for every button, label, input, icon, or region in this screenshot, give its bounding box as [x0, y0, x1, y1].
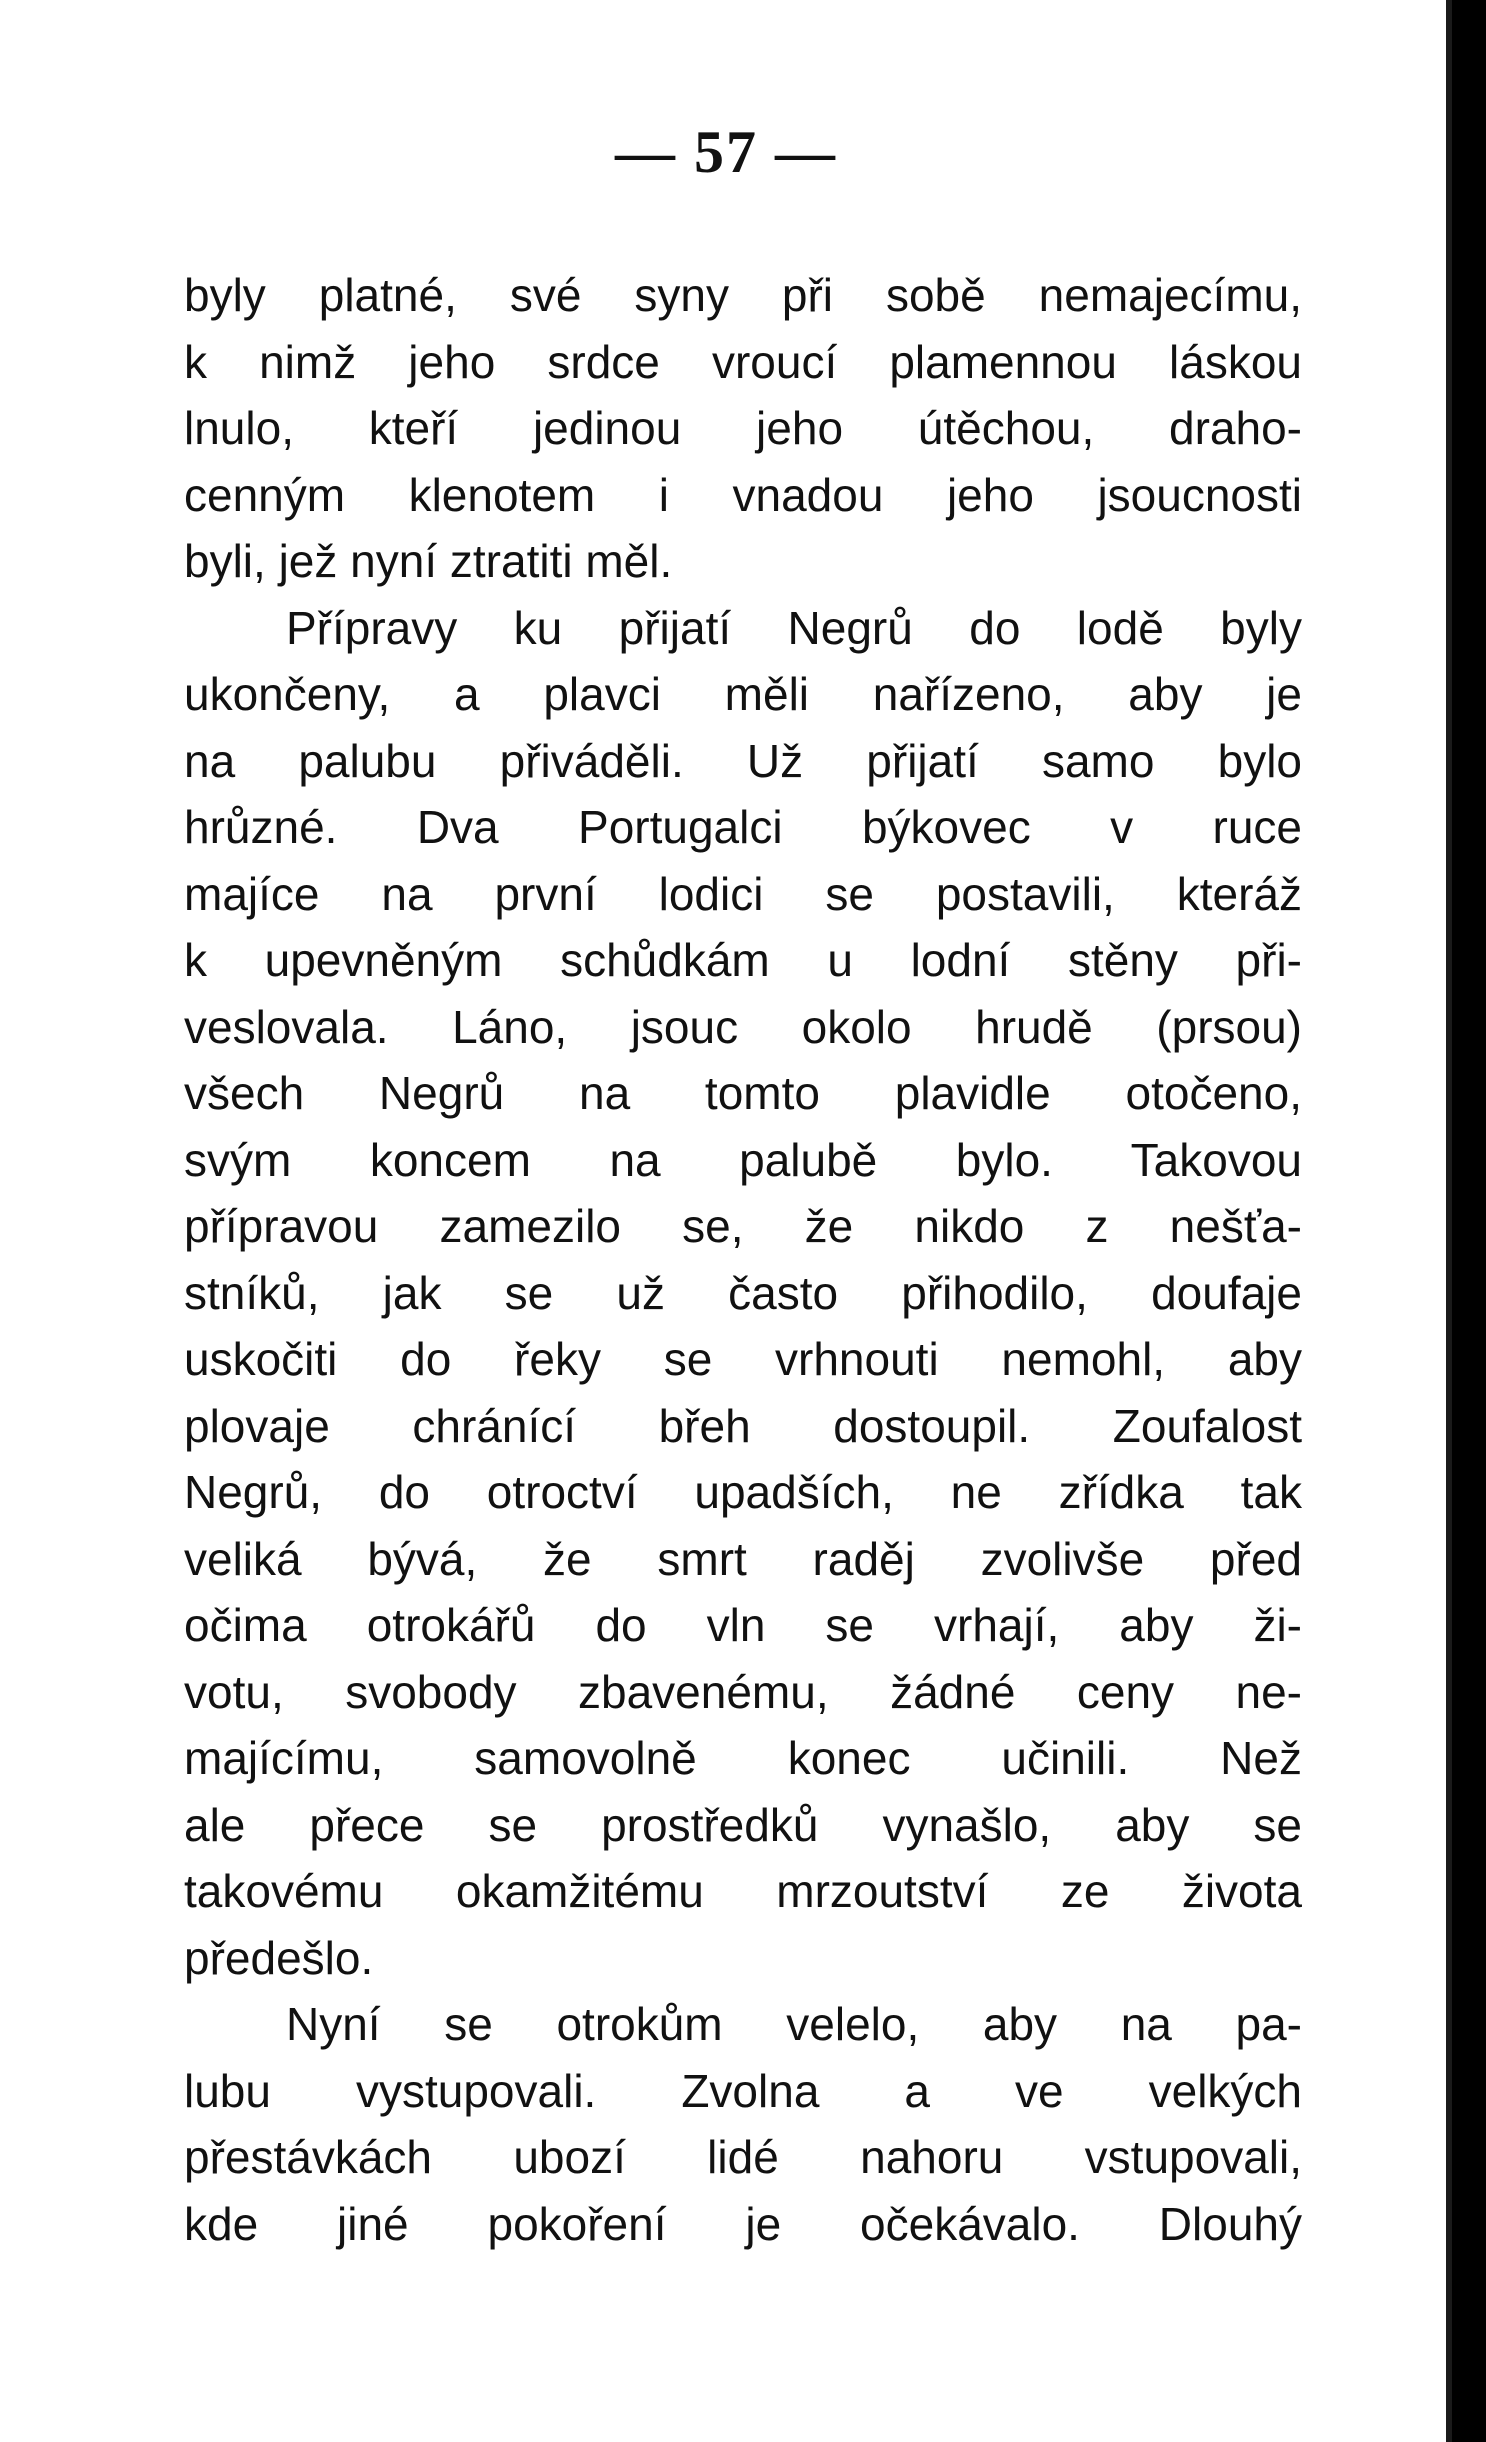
- text-line: přestávkách ubozí lidé nahoru vstupovali,: [184, 2131, 1302, 2183]
- text-line: ukončeny, a plavci měli nařízeno, aby je: [184, 668, 1302, 720]
- text-line: k nimž jeho srdce vroucí plamennou láskou: [184, 335, 1302, 388]
- text-line: plovaje chránící břeh dostoupil. Zoufalost: [184, 1399, 1302, 1452]
- text-line: byli, jež nyní ztratiti měl.: [184, 535, 673, 587]
- text-line: cenným klenotem i vnadou jeho jsoucnosti: [184, 468, 1302, 521]
- text-line: veslovala. Láno, jsouc okolo hrudě (prsou): [184, 1000, 1302, 1053]
- text-line: Přípravy ku přijatí Negrů do lodě byly: [286, 601, 1302, 654]
- text-line: kde jiné pokoření je očekávalo. Dlouhý: [184, 2197, 1302, 2250]
- text-line: Nyní se otrokům velelo, aby na pa-: [286, 1998, 1302, 2050]
- text-line: ale přece se prostředků vynašlo, aby se: [184, 1798, 1302, 1851]
- body-text: [184, 262, 1302, 2257]
- text-line: lubu vystupovali. Zvolna a ve velkých: [184, 2064, 1302, 2117]
- text-line: předešlo.: [184, 1931, 374, 1984]
- text-line: takovému okamžitému mrzoutství ze života: [184, 1865, 1302, 1917]
- text-line: majícímu, samovolně konec učinili. Než: [184, 1732, 1302, 1784]
- text-line: na palubu přiváděli. Už přijatí samo bylo: [184, 734, 1302, 787]
- text-line: svým koncem na palubě bylo. Takovou: [184, 1133, 1302, 1186]
- text-line: všech Negrů na tomto plavidle otočeno,: [184, 1067, 1302, 1119]
- text-line: k upevněným schůdkám u lodní stěny při-: [184, 934, 1302, 986]
- page-number: — 57 —: [615, 119, 837, 185]
- text-line: majíce na první lodici se postavili, kteráž: [184, 867, 1302, 920]
- text-line: votu, svobody zbavenému, žádné ceny ne-: [184, 1665, 1302, 1718]
- text-line: hrůzné. Dva Portugalci býkovec v ruce: [184, 801, 1302, 853]
- text-line: byly platné, své syny při sobě nemajecímu,: [184, 269, 1302, 321]
- text-line: lnulo, kteří jedinou jeho útěchou, draho-: [184, 402, 1302, 454]
- text-line: stníků, jak se už často přihodilo, doufaje: [184, 1266, 1302, 1319]
- text-line: přípravou zamezilo se, že nikdo z nešťa-: [184, 1200, 1302, 1252]
- text-line: očima otrokářů do vln se vrhají, aby ži-: [184, 1599, 1302, 1651]
- text-line: Negrů, do otroctví upadších, ne zřídka tak: [184, 1466, 1302, 1518]
- text-line: veliká bývá, že smrt raděj zvolivše před: [184, 1532, 1302, 1585]
- page-edge-shadow: [1452, 0, 1486, 2442]
- text-line: uskočiti do řeky se vrhnouti nemohl, aby: [184, 1333, 1302, 1385]
